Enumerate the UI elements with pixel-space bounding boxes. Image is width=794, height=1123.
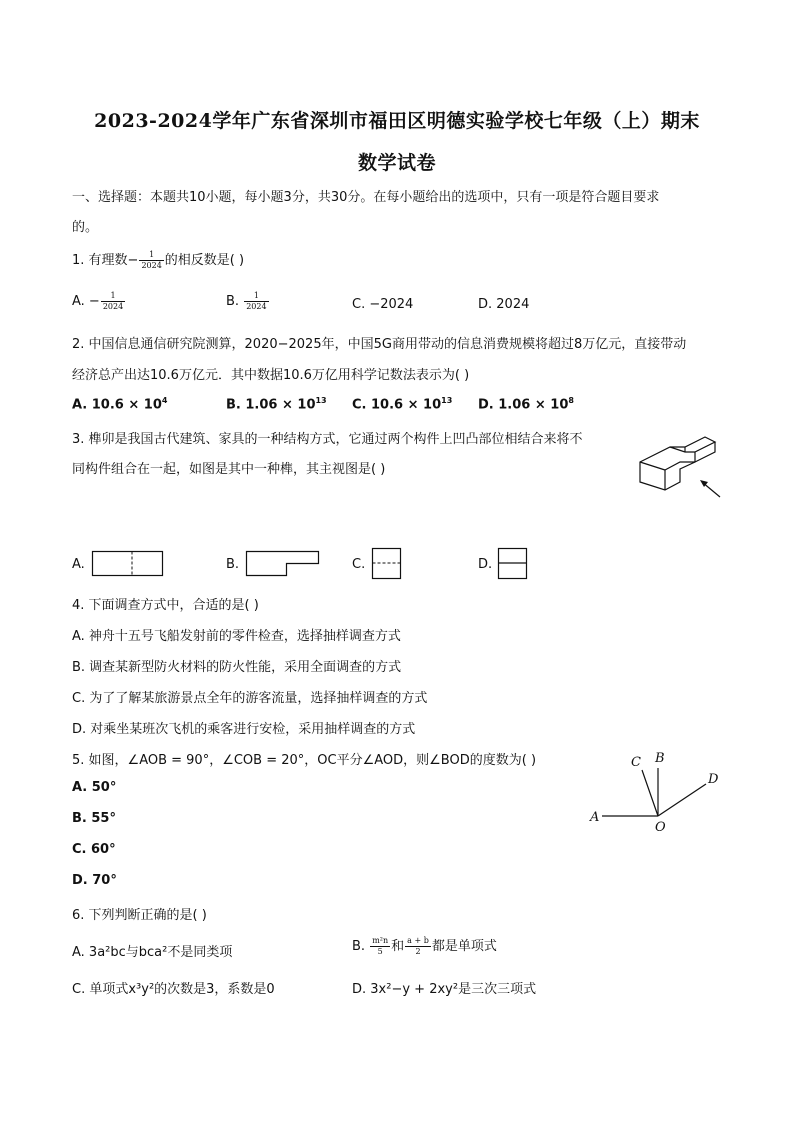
q1-option-b-num: 1: [244, 291, 268, 302]
q2-option-a-text: A. 10.6 × 10: [72, 397, 162, 413]
question-1: [72, 249, 244, 271]
q6-option-b[interactable]: [352, 935, 497, 957]
page-subtitle: 数学试卷: [357, 152, 436, 174]
q1-option-a-num: 1: [101, 291, 125, 302]
q3-option-b[interactable]: B.: [226, 557, 240, 572]
q5-angle-figure: [586, 748, 726, 838]
q1-option-d[interactable]: D. 2024: [478, 297, 530, 312]
q1-frac-den: 2024: [141, 261, 162, 270]
q1-stem-pre: 1. 有理数−: [72, 253, 139, 268]
q6-option-b-f1-den: 5: [377, 947, 383, 956]
question-6: 6. 下列判断正确的是( ): [72, 908, 207, 923]
q4-option-d[interactable]: D. 对乘坐某班次飞机的乘客进行安检，采用抽样调查的方式: [72, 722, 416, 737]
question-4: 4. 下面调查方式中，合适的是( ): [72, 598, 259, 613]
q5-option-b[interactable]: B. 55°: [72, 811, 116, 826]
q1-stem-post: 的相反数是( ): [164, 253, 245, 268]
q1-option-a-den: 2024: [102, 302, 124, 311]
q1-option-a-label: A. −: [72, 294, 100, 309]
q4-option-b[interactable]: B. 调查某新型防火材料的防火性能，采用全面调查的方式: [72, 660, 402, 675]
view-direction-arrow: [700, 480, 720, 497]
q5-option-c[interactable]: C. 60°: [72, 842, 116, 857]
label-b: B: [655, 751, 665, 766]
ray-od: [658, 784, 706, 816]
q1-option-b-den: 2024: [246, 302, 267, 311]
question-2: 2. 中国信息通信研究院测算，2020−2025年，中国5G商用带动的信息消费规模将超过8万亿元，直接带动: [72, 337, 687, 352]
q6-option-b-fraction-1: [370, 936, 390, 957]
q5-option-a[interactable]: A. 50°: [72, 780, 117, 795]
label-c: C: [631, 755, 641, 770]
q3-option-d-figure: [498, 548, 528, 580]
q6-option-b-fraction-2: [405, 936, 431, 957]
section-header: 一、选择题：本题共10小题，每小题3分，共30分。在每小题给出的选项中，只有一项是符合题目要求: [72, 190, 660, 205]
q2-option-b-exp: 13: [315, 396, 327, 405]
q2-option-a[interactable]: [72, 396, 167, 412]
q1-option-a[interactable]: [72, 291, 126, 312]
q6-option-c[interactable]: C. 单项式x³y²的次数是3，系数是0: [72, 982, 275, 997]
q2-option-a-exp: 4: [161, 396, 168, 405]
q2-option-d-exp: 8: [568, 396, 574, 405]
label-d: D: [708, 772, 719, 787]
q4-option-c[interactable]: C. 为了了解某旅游景点全年的游客流量，选择抽样调查的方式: [72, 691, 428, 706]
question-3: 3. 榫卯是我国古代建筑、家具的一种结构方式，它通过两个构件上凹凸部位相结合来将不: [72, 432, 583, 447]
q3-tenon-figure: [630, 425, 725, 505]
q6-option-b-mid: 和: [391, 939, 405, 954]
q2-option-c-text: C. 10.6 × 10: [352, 397, 442, 413]
q3-option-c-figure: [372, 548, 402, 580]
question-2-cont: 经济总产出达10.6万亿元．其中数据10.6万亿用科学记数法表示为( ): [72, 368, 470, 383]
question-3-cont: 同构件组合在一起，如图是其中一种榫，其主视图是( ): [72, 462, 386, 477]
q1-frac-num: 1: [139, 250, 163, 261]
section-header-cont: 的。: [72, 220, 99, 235]
q6-option-b-f2-den: 2: [415, 947, 421, 956]
q1-option-a-fraction: [101, 291, 125, 312]
q6-option-d[interactable]: D. 3x²−y + 2xy²是三次三项式: [352, 982, 537, 997]
q6-option-b-post: 都是单项式: [431, 939, 497, 954]
q3-option-c[interactable]: C.: [352, 557, 366, 572]
q3-option-b-figure: [246, 551, 320, 577]
q2-option-d[interactable]: [478, 396, 574, 412]
q1-fraction: [139, 250, 163, 271]
q3-option-d[interactable]: D.: [478, 557, 493, 572]
q3-option-a-figure: [92, 551, 164, 577]
question-5: 5. 如图，∠AOB = 90°，∠COB = 20°，OC平分∠AOD，则∠BOD的度数为( ): [72, 753, 537, 768]
q3-option-a[interactable]: A.: [72, 557, 85, 572]
q6-option-b-f1-num: m²n: [372, 936, 389, 945]
q2-option-d-text: D. 1.06 × 10: [478, 397, 569, 413]
q2-option-b[interactable]: [226, 396, 327, 412]
q2-option-b-text: B. 1.06 × 10: [226, 397, 316, 413]
q6-option-b-label: B.: [352, 939, 366, 954]
page-title: 2023-2024学年广东省深圳市福田区明德实验学校七年级（上）期末: [94, 110, 700, 132]
q6-option-b-f2-num: a + b: [407, 936, 429, 945]
q1-option-b-label: B.: [226, 294, 240, 309]
ray-oc: [642, 770, 658, 816]
label-o: O: [655, 820, 666, 835]
q4-option-a[interactable]: A. 神舟十五号飞船发射前的零件检查，选择抽样调查方式: [72, 629, 401, 644]
label-a: A: [590, 810, 600, 825]
q2-option-c[interactable]: [352, 396, 452, 412]
q5-option-d[interactable]: D. 70°: [72, 873, 117, 888]
q1-option-b-fraction: [244, 291, 268, 312]
q6-option-a[interactable]: A. 3a²bc与bca²不是同类项: [72, 945, 233, 960]
q1-option-b[interactable]: [226, 291, 270, 312]
q1-option-c[interactable]: C. −2024: [352, 297, 414, 312]
q2-option-c-exp: 13: [441, 396, 453, 405]
